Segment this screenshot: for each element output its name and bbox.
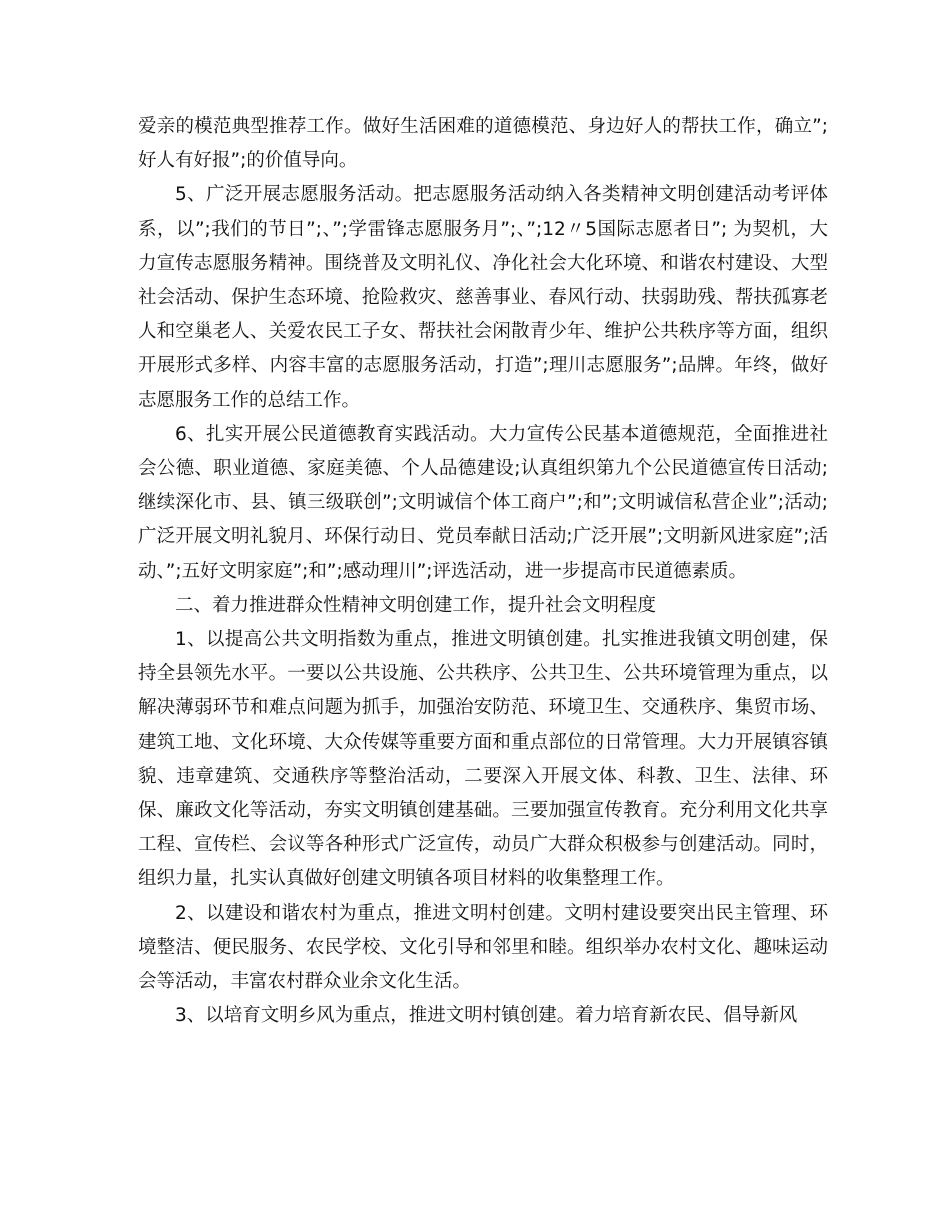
document-body xyxy=(138,110,828,1033)
paragraph-continuation: 爱亲的模范典型推荐工作。做好生活困难的道德模范、身边好人的帮扶工作，确立”;好人有好报”;的价值导向。 xyxy=(138,116,828,172)
paragraph-volunteer-service: 5、广泛开展志愿服务活动。把志愿服务活动纳入各类精神文明创建活动考评体系，以”;我们的节日”;、”;学雷锋志愿服务月”;、”;12〃5国际志愿者日”; 为契机，大力宣传志愿服务精神。围绕普及文明礼仪、净化社会大化环境、和谐农村建设、大型社会活动、保护生态环境、抢险救灾、慈善事业、春风行动、扶弱助残、帮扶孤寡老人和空巢老人、关爱农民工子女、帮扶社会闲散青少年、维护公共秩序等方面，组织开展形式多样、内容丰富的志愿服务活动，打造”;理川志愿服务”;品牌。年终，做好志愿服务工作的总结工作。 xyxy=(138,184,828,411)
section-heading-2: 二、着力推进群众性精神文明创建工作，提升社会文明程度 xyxy=(175,594,657,616)
paragraph-civic-morality: 6、扎实开展公民道德教育实践活动。大力宣传公民基本道德规范，全面推进社会公德、职业道德、家庭美德、个人品德建设;认真组织第九个公民道德宣传日活动;继续深化市、县、镇三级联创”;文明诚信个体工商户”;和”;文明诚信私营企业”;活动;广泛开展文明礼貌月、环保行动日、党员奉献日活动;广泛开展”;文明新风进家庭”;活动、”;五好文明家庭”;和”;感动理川”;评选活动，进一步提高市民道德素质。 xyxy=(138,423,828,582)
paragraph-civilized-village: 2、以建设和谐农村为重点，推进文明村创建。文明村建设要突出民主管理、环境整洁、便民服务、农民学校、文化引导和邻里和睦。组织举办农村文化、趣味运动会等活动，丰富农村群众业余文化生活。 xyxy=(138,902,828,993)
paragraph-rural-customs: 3、以培育文明乡风为重点，推进文明村镇创建。着力培育新农民、倡导新风 xyxy=(175,1005,798,1027)
paragraph-civilized-town: 1、以提高公共文明指数为重点，推进文明镇创建。扎实推进我镇文明创建，保持全县领先水平。一要以公共设施、公共秩序、公共卫生、公共环境管理为重点，以解决薄弱环节和难点问题为抓手，加强治安防范、环境卫生、交通秩序、集贸市场、建筑工地、文化环境、大众传媒等重要方面和重点部位的日常管理。大力开展镇容镇貌、违章建筑、交通秩序等整治活动，二要深入开展文体、科教、卫生、法律、环保、廉政文化等活动，夯实文明镇创建基础。三要加强宣传教育。充分利用文化共享工程、宣传栏、会议等各种形式广泛宣传，动员广大群众积极参与创建活动。同时，组织力量，扎实认真做好创建文明镇各项目材料的收集整理工作。 xyxy=(138,629,828,890)
